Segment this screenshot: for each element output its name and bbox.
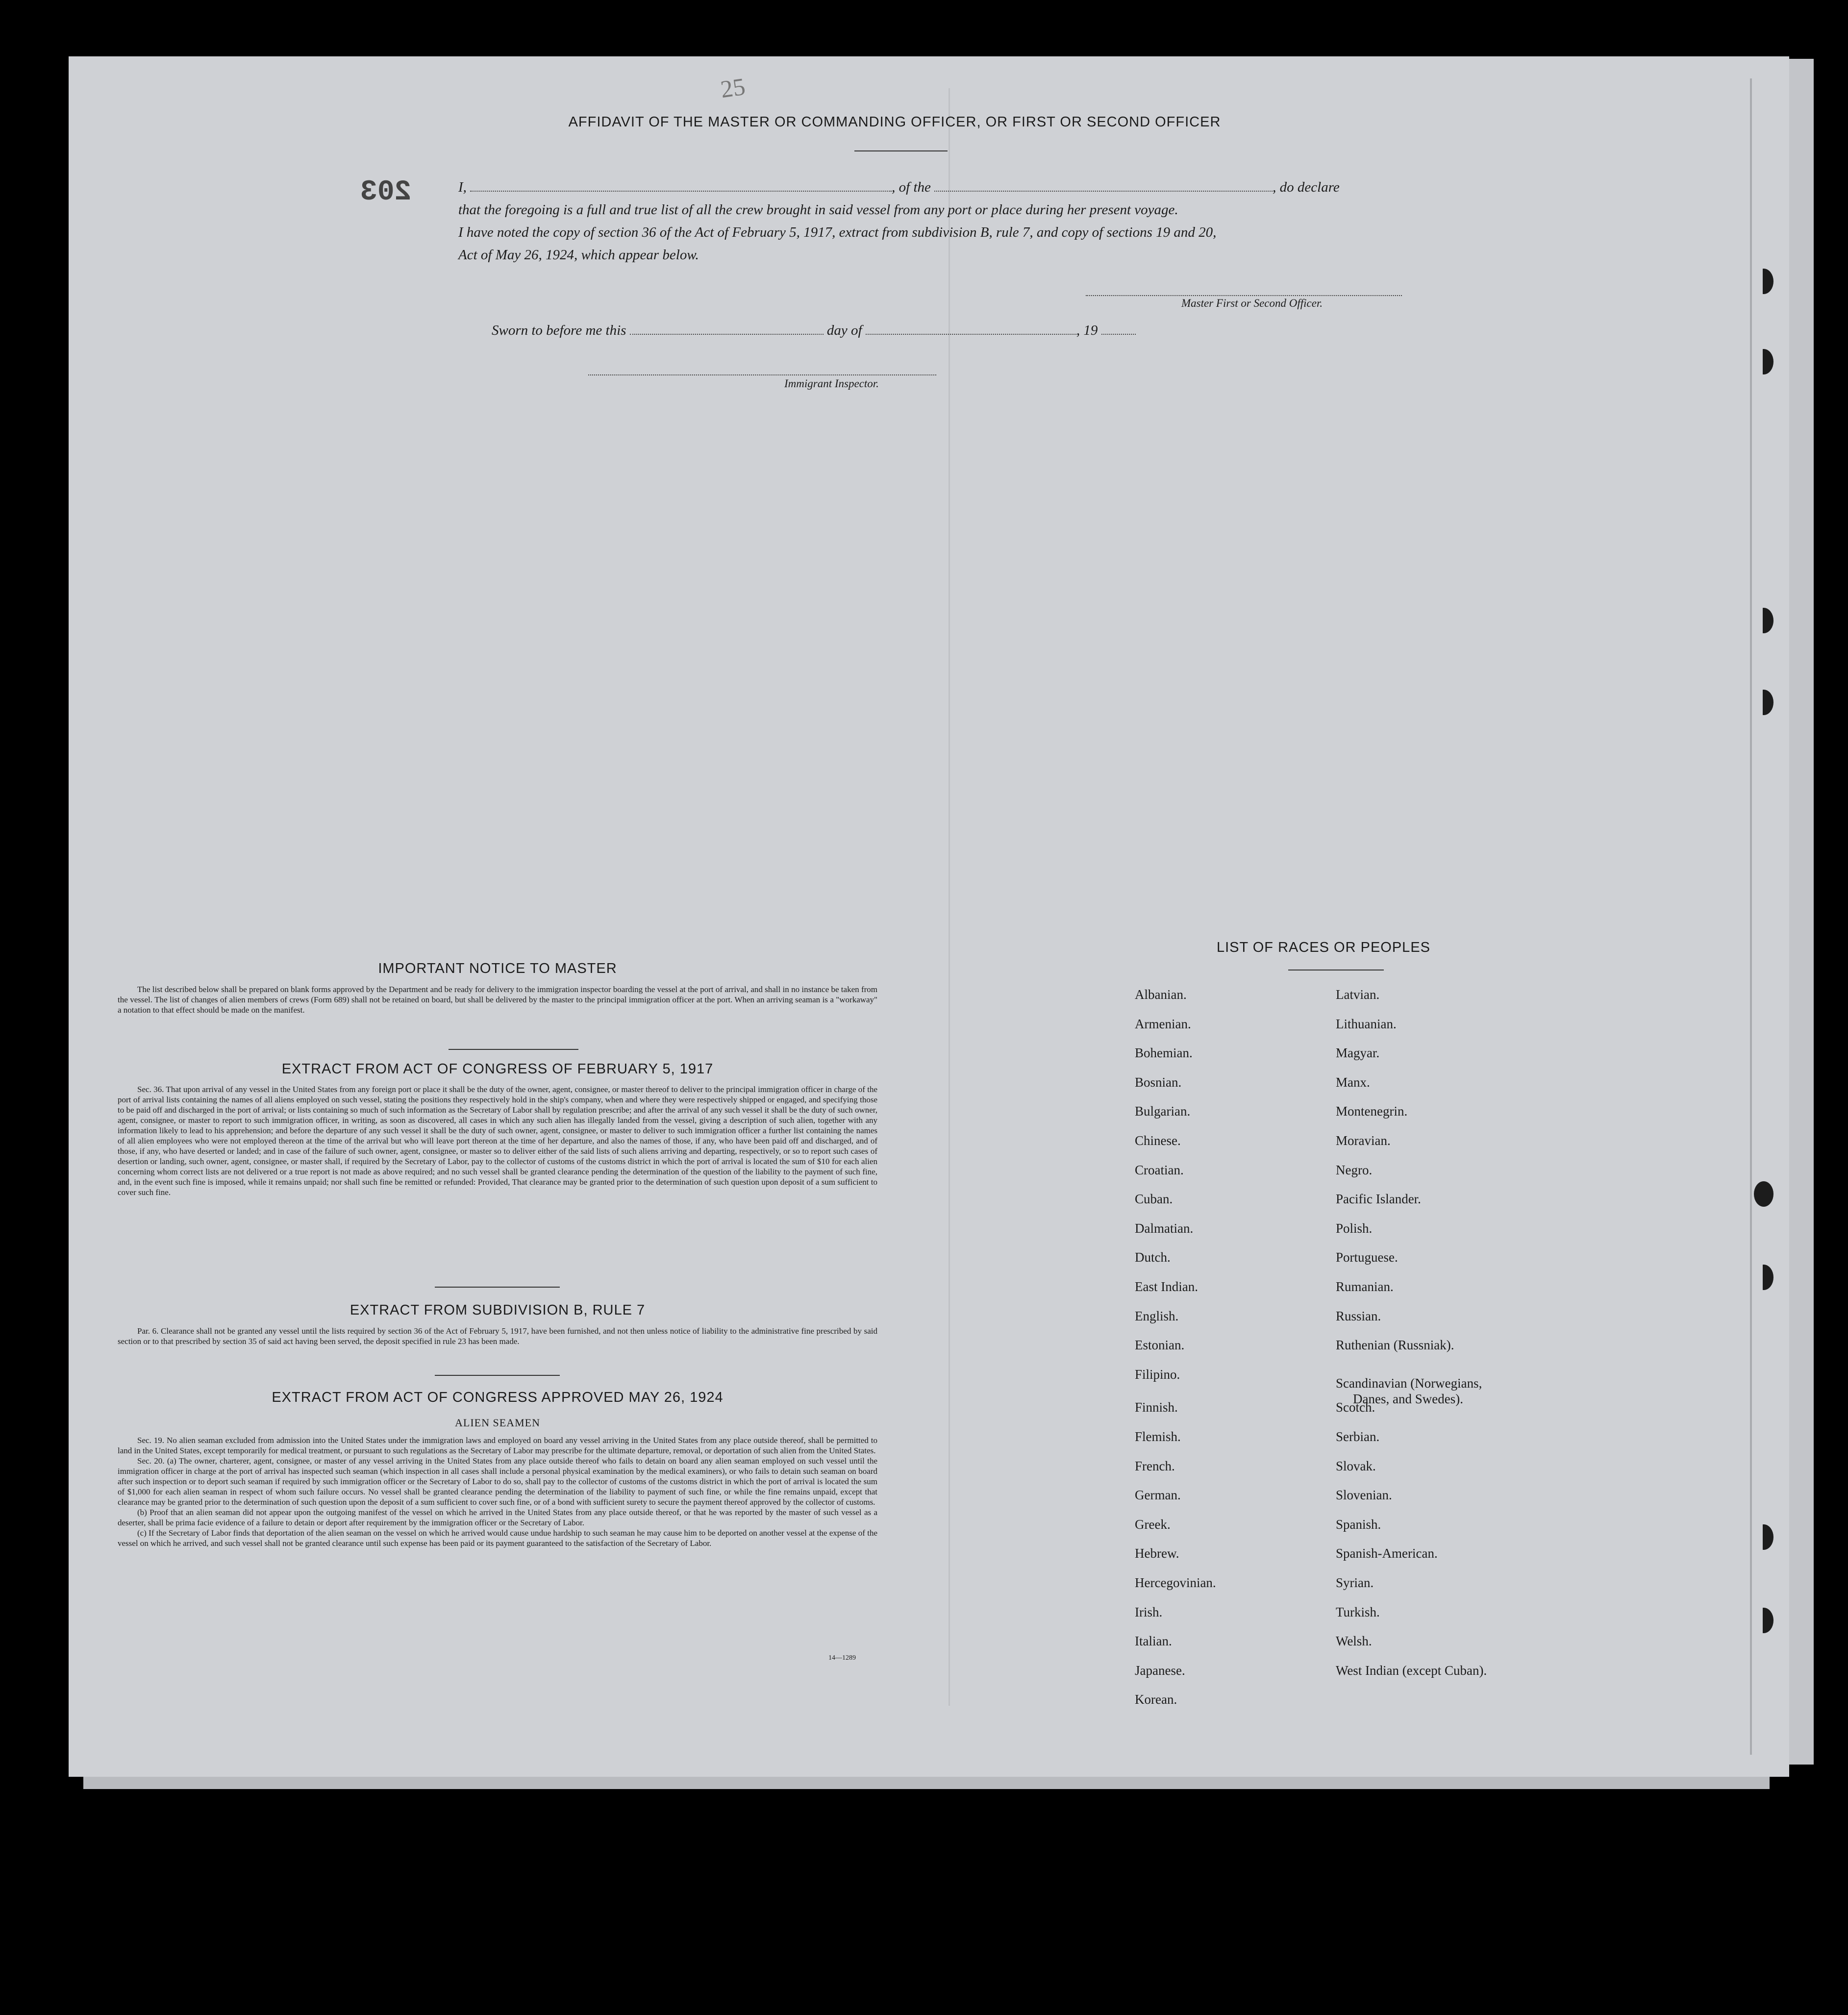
pencil-note: 25 bbox=[719, 72, 747, 103]
race-item: Cuban. bbox=[1135, 1192, 1173, 1207]
sworn-line bbox=[492, 319, 1227, 342]
race-item: Syrian. bbox=[1336, 1575, 1374, 1590]
inspector-signature-field[interactable] bbox=[588, 363, 936, 375]
race-item: Lithuanian. bbox=[1336, 1016, 1397, 1031]
extract-1917-text bbox=[118, 1084, 877, 1197]
race-item: Bohemian. bbox=[1135, 1045, 1193, 1061]
master-signature-field[interactable] bbox=[1086, 283, 1402, 296]
race-item: Hercegovinian. bbox=[1135, 1575, 1216, 1590]
race-item: Spanish. bbox=[1336, 1517, 1381, 1532]
race-item: Rumanian. bbox=[1336, 1279, 1394, 1294]
race-item: Slovak. bbox=[1336, 1458, 1376, 1473]
race-item: Welsh. bbox=[1336, 1634, 1372, 1649]
extract-1924-title: EXTRACT FROM ACT OF CONGRESS APPROVED MAY 26, 1924 bbox=[272, 1390, 724, 1405]
notice-text bbox=[118, 984, 877, 1015]
rule-7-text bbox=[118, 1326, 877, 1346]
race-item: Finnish. bbox=[1135, 1400, 1178, 1415]
race-item: Flemish. bbox=[1135, 1429, 1181, 1444]
binder-hole-icon bbox=[1754, 690, 1773, 715]
race-item: Montenegrin. bbox=[1336, 1104, 1408, 1119]
divider bbox=[449, 1049, 578, 1050]
race-item: East Indian. bbox=[1135, 1279, 1198, 1294]
extract-1924-text bbox=[118, 1435, 877, 1548]
affidavit-of-the: , of the bbox=[892, 179, 931, 195]
extract-1917-title: EXTRACT FROM ACT OF CONGRESS OF FEBRUARY 5, 1917 bbox=[281, 1061, 714, 1077]
notice-paragraph: The list described below shall be prepared on blank forms approved by the Department and be ready for delivery to the immigration inspector boarding the vessel at the port of arrival, and shall in no instance be taken from the vessel. The list of changes of alien members of crews (Form 689) shall not be retained on board, but shall be delivered by the master to the principal immigration officer at the port. When an arriving seaman is a "workaway" a notation to that effect should be made on the manifest. bbox=[118, 985, 877, 1015]
affidavit-declare: , do declare bbox=[1273, 179, 1340, 195]
year-prefix: , 19 bbox=[1076, 323, 1098, 338]
alien-seamen-subtitle: ALIEN SEAMEN bbox=[455, 1417, 540, 1429]
race-item: Japanese. bbox=[1135, 1663, 1185, 1678]
page-edge bbox=[1750, 78, 1752, 1755]
race-item: Dutch. bbox=[1135, 1250, 1171, 1265]
race-item: Irish. bbox=[1135, 1604, 1163, 1619]
race-item: Korean. bbox=[1135, 1692, 1177, 1707]
sworn-month-field[interactable] bbox=[866, 322, 1076, 335]
affidavit-line-2: that the foregoing is a full and true list of all the crew brought in said vessel from any port or place during her present voyage. bbox=[458, 202, 1178, 218]
page-stamp: 203 bbox=[360, 176, 412, 208]
master-signature-label: Master First or Second Officer. bbox=[1181, 297, 1323, 309]
race-item: Chinese. bbox=[1135, 1133, 1181, 1148]
section-20b-paragraph: (b) Proof that an alien seaman did not appear upon the outgoing manifest of the vessel on which he arrived in the United States from any place outside thereof, or that he was reported by the master of such vessel as a deserter, shall be prima facie evidence of a failure to detain or deport after requirement by the immigration officer or the Secretary of Labor. bbox=[118, 1508, 877, 1527]
race-item: Bulgarian. bbox=[1135, 1104, 1191, 1119]
master-name-field[interactable] bbox=[470, 179, 892, 192]
notice-title: IMPORTANT NOTICE TO MASTER bbox=[378, 961, 617, 976]
race-item: French. bbox=[1135, 1458, 1175, 1473]
race-item: Croatian. bbox=[1135, 1162, 1184, 1177]
race-item: Italian. bbox=[1135, 1634, 1172, 1649]
form-number: 14—1289 bbox=[828, 1654, 856, 1662]
race-item: Manx. bbox=[1336, 1074, 1370, 1090]
section-20c-paragraph: (c) If the Secretary of Labor finds that deportation of the alien seaman on the vessel on which he arrived would cause undue hardship to such seaman he may cause him to be deported on another vessel at the expense of the vessel on which he arrived, and such vessel shall not be granted clearance until such expense has been paid or its payment guaranteed to the satisfaction of the Secretary of Labor. bbox=[118, 1528, 877, 1548]
sworn-day-field[interactable] bbox=[630, 322, 824, 335]
section-19-paragraph: Sec. 19. No alien seaman excluded from admission into the United States under the immigration laws and employed on board any vessel arriving in the United States from any place outside thereof, shall be permitted to land in the United States, except temporarily for medical treatment, or pursuant to such regulations as the Secretary of Labor may prescribe for the ultimate departure, removal, or deportation of such alien from the United States. bbox=[118, 1436, 877, 1455]
rule-7-title: EXTRACT FROM SUBDIVISION B, RULE 7 bbox=[350, 1302, 646, 1318]
race-item: Ruthenian (Russniak). bbox=[1336, 1338, 1454, 1353]
race-item: Latvian. bbox=[1336, 987, 1380, 1002]
race-item: Estonian. bbox=[1135, 1338, 1185, 1353]
race-item: Filipino. bbox=[1135, 1367, 1180, 1382]
race-item: Bosnian. bbox=[1135, 1074, 1182, 1090]
binder-hole-icon bbox=[1754, 608, 1773, 633]
race-item: Hebrew. bbox=[1135, 1546, 1179, 1561]
race-item: Serbian. bbox=[1336, 1429, 1380, 1444]
section-20a-paragraph: Sec. 20. (a) The owner, charterer, agent, consignee, or master of any vessel arriving in the United States from any place outside thereof who fails to detain on board any alien seaman employed on such vessel until the immigration officer in charge at the port of arrival has inspected such seaman (which inspection in all cases shall include a personal physical examination by the medical examiners), or who fails to detain such seaman on board after such inspection or to deport such seaman if required by such immigration officer or the Secretary of Labor to do so, shall pay to the collector of customs of the customs district in which the port of arrival is located the sum of $1,000 for each alien seaman in respect of whom such failure occurs. No vessel shall be granted clearance pending the determination of the liability to payment of such fine, or while the fine remains unpaid, except that clearance may be granted prior to the determination of such question upon the deposit of a sum sufficient to cover such fine, or of a bond with sufficient surety to secure the payment thereof approved by the collector of customs. bbox=[118, 1456, 877, 1507]
divider bbox=[435, 1375, 560, 1376]
divider bbox=[854, 150, 948, 151]
binder-hole-icon bbox=[1754, 349, 1773, 374]
vessel-name-field[interactable] bbox=[934, 179, 1273, 192]
race-item: Greek. bbox=[1135, 1517, 1171, 1532]
race-item: English. bbox=[1135, 1308, 1179, 1323]
race-item: Armenian. bbox=[1135, 1016, 1191, 1031]
race-item: Slovenian. bbox=[1336, 1488, 1392, 1503]
binder-hole-icon bbox=[1754, 1608, 1773, 1633]
binder-hole-icon bbox=[1754, 1265, 1773, 1290]
rule-7-paragraph: Par. 6. Clearance shall not be granted any vessel until the lists required by section 36 of the Act of February 5, 1917, have been furnished, and not then unless notice of liability to the administrative fine prescribed by said section or to that prescribed by section 35 of said act having been served, the deposit specified in rule 23 has been made. bbox=[118, 1326, 877, 1346]
race-item: Spanish-American. bbox=[1336, 1546, 1438, 1561]
affidavit-line-1 bbox=[458, 175, 1429, 199]
race-item: Negro. bbox=[1336, 1162, 1373, 1177]
inspector-signature-label: Immigrant Inspector. bbox=[784, 377, 879, 390]
race-item: Turkish. bbox=[1336, 1604, 1380, 1619]
race-item: Moravian. bbox=[1336, 1133, 1391, 1148]
sworn-year-field[interactable] bbox=[1101, 322, 1136, 335]
race-item: Scotch. bbox=[1336, 1400, 1375, 1415]
race-item: Magyar. bbox=[1336, 1045, 1380, 1061]
race-item: Russian. bbox=[1336, 1308, 1381, 1323]
sworn-text: Sworn to before me this bbox=[492, 323, 626, 338]
affidavit-i: I, bbox=[458, 179, 467, 195]
race-item: West Indian (except Cuban). bbox=[1336, 1663, 1487, 1678]
races-title: LIST OF RACES OR PEOPLES bbox=[1216, 940, 1431, 955]
affidavit-title: AFFIDAVIT OF THE MASTER OR COMMANDING OFFICER, OR FIRST OR SECOND OFFICER bbox=[568, 114, 1221, 130]
affidavit-line-4: Act of May 26, 1924, which appear below. bbox=[458, 247, 699, 263]
race-item: German. bbox=[1135, 1488, 1181, 1503]
section-36-paragraph: Sec. 36. That upon arrival of any vessel in the United States from any foreign port or place it shall be the duty of the owner, agent, consignee, or master thereof to deliver to the principal immigration officer in charge of the port of arrival lists containing the names of all aliens employed on such vessel, stating the positions they respectively hold in the ship's company, when and where they were respectively shipped or engaged, and specifying those to be paid off and discharged in the port of arrival; or lists containing so much of such information as the Secretary of Labor shall by regulation prescribe; and after the arrival of any such vessel it shall be the duty of such owner, agent, consignee, or master to report to such immigration officer, in writing, as soon as discovered, all cases in which any such alien has illegally landed from the vessel, giving a description of such alien, together with any information likely to lead to his apprehension; and before the departure of any such vessel it shall be the duty of such owner, agent, consignee, or master to deliver to such immigration officer a further list containing the names of all alien employees who were not employed thereon at the time of the arrival but who will leave port thereon at the time of her departure, and also the names of those, if any, who have been paid off and discharged, and of those, if any, who have deserted or landed; and in case of the failure of such owner, agent, consignee, or master so to deliver either of the said lists of such aliens arriving and departing, respectively, or so to report such cases of desertion or landing, such owner, agent, consignee, or master shall, if required by the Secretary of Labor, pay to the collector of customs of the customs district in which the port of arrival is located the sum of $10 for each alien concerning whom correct lists are not delivered or a true report is not made as above required; and no such vessel shall be granted clearance pending the determination of the question of the liability to the payment of such fine, and, in the event such fine is imposed, while it remains unpaid; nor shall such fine be remitted or refunded: Provided, That clearance may be granted prior to the determination of such question upon deposit of a sum sufficient to cover such fine. bbox=[118, 1085, 877, 1197]
race-item: Polish. bbox=[1336, 1220, 1373, 1236]
binder-hole-icon bbox=[1754, 269, 1773, 294]
day-of-text: day of bbox=[826, 323, 862, 338]
binder-hole-icon bbox=[1754, 1181, 1773, 1207]
race-item: Portuguese. bbox=[1336, 1250, 1398, 1265]
affidavit-line-3: I have noted the copy of section 36 of the Act of February 5, 1917, extract from subdivision B, rule 7, and copy of sections 19 and 20, bbox=[458, 224, 1217, 240]
divider bbox=[435, 1287, 560, 1288]
binder-hole-icon bbox=[1754, 1524, 1773, 1550]
race-item: Dalmatian. bbox=[1135, 1220, 1194, 1236]
race-item: Pacific Islander. bbox=[1336, 1192, 1421, 1207]
race-item: Scandinavian (Norwegians, bbox=[1336, 1375, 1482, 1391]
race-item: Albanian. bbox=[1135, 987, 1187, 1002]
race-item: Danes, and Swedes). bbox=[1353, 1391, 1463, 1406]
